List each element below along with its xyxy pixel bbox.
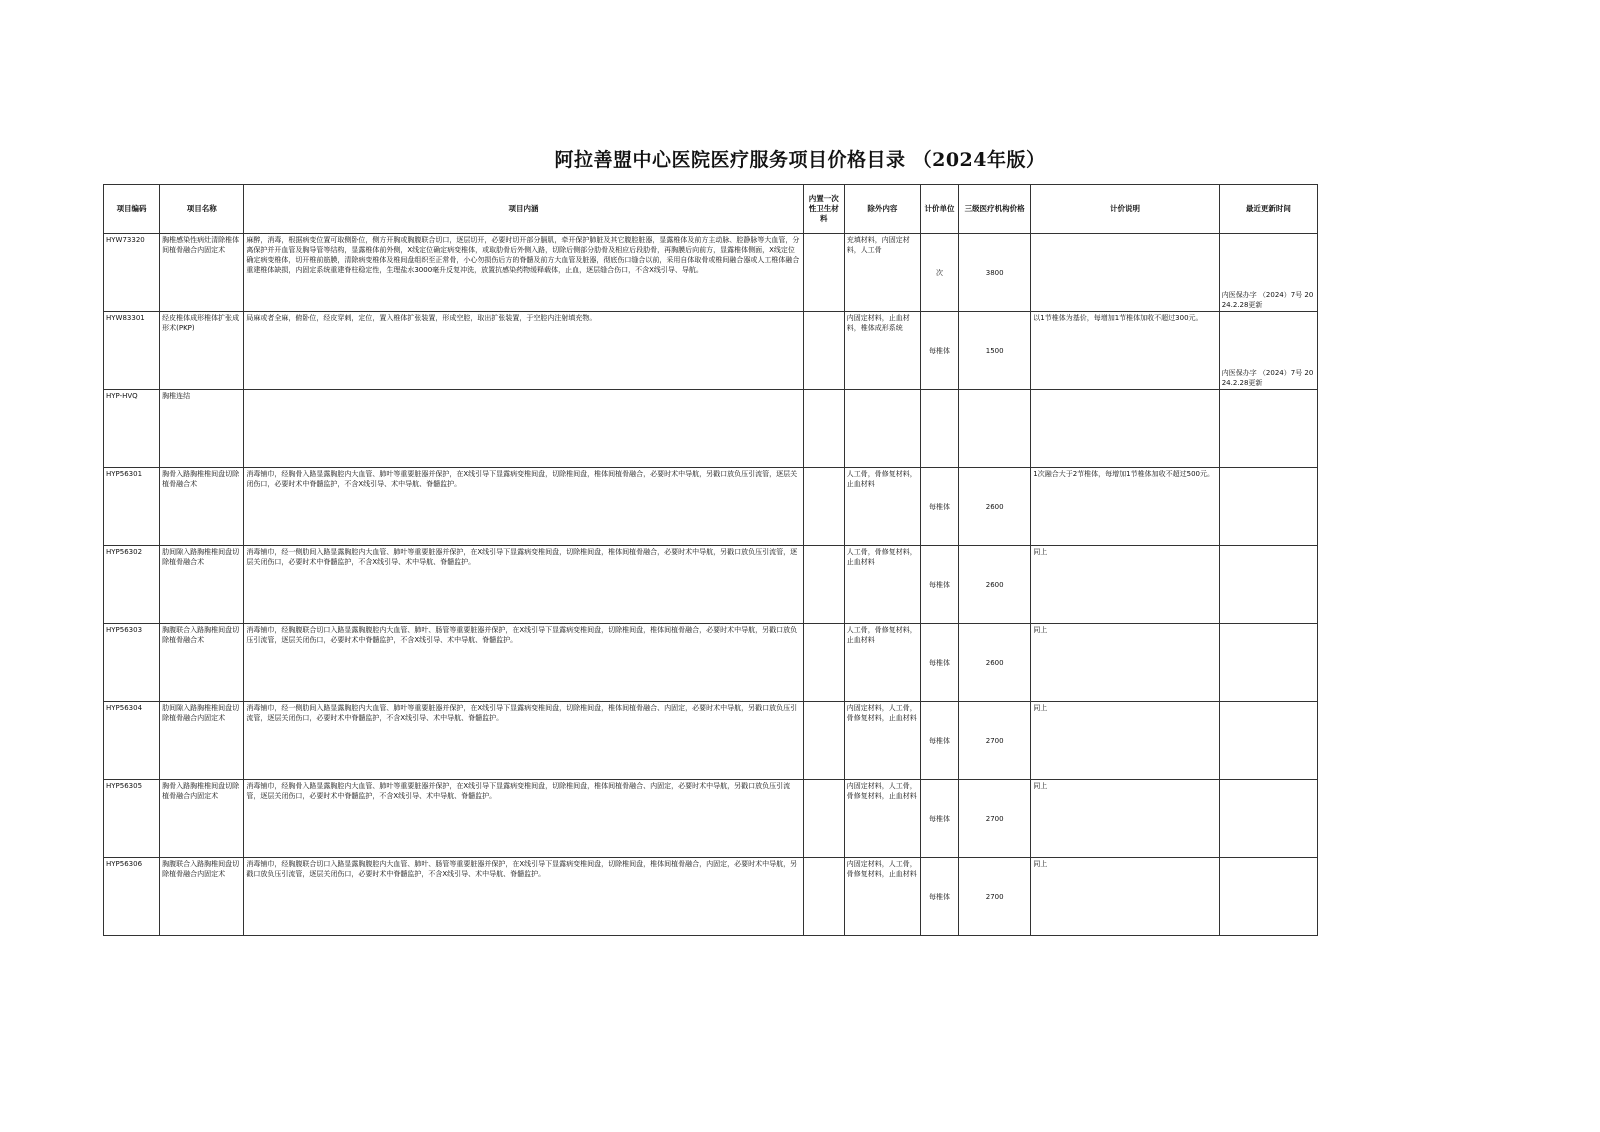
cell-updated — [1219, 546, 1317, 624]
price-catalog-table — [103, 184, 1318, 936]
cell-price: 2600 — [959, 624, 1031, 702]
cell-notes: 同上 — [1031, 780, 1219, 858]
cell-name: 胸腹联合入路胸椎间盘切除植骨融合内固定术 — [160, 858, 244, 936]
table-row — [104, 624, 1318, 702]
cell-name: 肋间隙入路胸椎椎间盘切除植骨融合术 — [160, 546, 244, 624]
header-name: 项目名称 — [160, 185, 244, 234]
cell-unit: 每椎体 — [920, 624, 958, 702]
cell-name: 胸腹联合入路胸椎间盘切除植骨融合术 — [160, 624, 244, 702]
cell-code: HYW83301 — [104, 312, 160, 390]
cell-unit: 次 — [920, 234, 958, 312]
cell-code: HYP56302 — [104, 546, 160, 624]
cell-code: HYW73320 — [104, 234, 160, 312]
cell-code: HYP-HVQ — [104, 390, 160, 468]
cell-notes: 同上 — [1031, 624, 1219, 702]
cell-content: 消毒铺巾，经胸腹联合切口入路显露胸腹腔内大血管、肺叶、肠管等重要脏器并保护，在X线引导下显露病变椎间盘，切除椎间盘，椎体间植骨融合，必要时术中导航，另戳口放负压引流管，逐层关闭伤口，必要时术中脊髓监护，不含X线引导、术中导航、脊髓监护。 — [244, 624, 803, 702]
cell-updated — [1219, 468, 1317, 546]
cell-excluded: 内固定材料，人工骨，骨修复材料，止血材料 — [844, 702, 920, 780]
table-row — [104, 858, 1318, 936]
cell-price: 1500 — [959, 312, 1031, 390]
cell-name: 经皮椎体成形椎体扩张成形术(PKP) — [160, 312, 244, 390]
table-row — [104, 390, 1318, 468]
cell-notes: 同上 — [1031, 546, 1219, 624]
cell-unit — [920, 390, 958, 468]
cell-updated — [1219, 702, 1317, 780]
cell-price: 2600 — [959, 546, 1031, 624]
table-row — [104, 780, 1318, 858]
cell-code: HYP56306 — [104, 858, 160, 936]
cell-material — [803, 858, 844, 936]
cell-unit: 每椎体 — [920, 780, 958, 858]
cell-updated — [1219, 624, 1317, 702]
cell-excluded: 内固定材料，人工骨，骨修复材料，止血材料 — [844, 780, 920, 858]
cell-price: 2700 — [959, 858, 1031, 936]
cell-name: 胸骨入路胸椎椎间盘切除植骨融合内固定术 — [160, 780, 244, 858]
cell-updated: 内医保办字 （2024）7号 2024.2.28更新 — [1219, 234, 1317, 312]
table-row — [104, 312, 1318, 390]
cell-content: 消毒铺巾，经胸骨入路显露胸腔内大血管、肺叶等重要脏器并保护，在X线引导下显露病变椎间盘，切除椎间盘，椎体间植骨融合，必要时术中导航，另戳口放负压引流管，逐层关闭伤口，必要时术中脊髓监护，不含X线引导、术中导航、脊髓监护。 — [244, 468, 803, 546]
cell-unit: 每椎体 — [920, 546, 958, 624]
page-title: 阿拉善盟中心医院医疗服务项目价格目录 （2024年版） — [554, 149, 1046, 171]
cell-code: HYP56303 — [104, 624, 160, 702]
table-row — [104, 234, 1318, 312]
header-notes: 计价说明 — [1031, 185, 1219, 234]
cell-updated — [1219, 780, 1317, 858]
table-row — [104, 702, 1318, 780]
cell-excluded: 人工骨，骨修复材料，止血材料 — [844, 546, 920, 624]
cell-price — [959, 390, 1031, 468]
cell-excluded — [844, 390, 920, 468]
cell-material — [803, 624, 844, 702]
cell-material — [803, 390, 844, 468]
cell-unit: 每椎体 — [920, 858, 958, 936]
table-row — [104, 546, 1318, 624]
cell-notes: 同上 — [1031, 858, 1219, 936]
cell-excluded: 人工骨，骨修复材料，止血材料 — [844, 468, 920, 546]
cell-unit: 每椎体 — [920, 702, 958, 780]
header-row — [104, 185, 1318, 234]
header-updated: 最近更新时间 — [1219, 185, 1317, 234]
cell-updated — [1219, 390, 1317, 468]
cell-content: 消毒铺巾，经胸骨入路显露胸腔内大血管、肺叶等重要脏器并保护，在X线引导下显露病变椎间盘，切除椎间盘，椎体间植骨融合、内固定，必要时术中导航，另戳口放负压引流管，逐层关闭伤口，必要时术中脊髓监护，不含X线引导、术中导航、脊髓监护。 — [244, 780, 803, 858]
cell-price: 3800 — [959, 234, 1031, 312]
cell-name: 肋间隙入路胸椎椎间盘切除植骨融合内固定术 — [160, 702, 244, 780]
cell-name: 胸骨入路胸椎椎间盘切除植骨融合术 — [160, 468, 244, 546]
cell-notes — [1031, 390, 1219, 468]
cell-updated: 内医保办字 （2024）7号 2024.2.28更新 — [1219, 312, 1317, 390]
cell-price: 2700 — [959, 780, 1031, 858]
table-row — [104, 468, 1318, 546]
cell-name: 胸椎感染性病灶清除椎体间植骨融合内固定术 — [160, 234, 244, 312]
cell-material — [803, 546, 844, 624]
cell-unit: 每椎体 — [920, 312, 958, 390]
cell-price: 2700 — [959, 702, 1031, 780]
header-excluded: 除外内容 — [844, 185, 920, 234]
cell-content: 消毒铺巾，经一侧肋间入路显露胸腔内大血管、肺叶等重要脏器并保护，在X线引导下显露病变椎间盘，切除椎间盘，椎体间植骨融合，必要时术中导航，另戳口放负压引流管，逐层关闭伤口，必要时术中脊髓监护，不含X线引导、术中导航、脊髓监护。 — [244, 546, 803, 624]
cell-notes: 1次融合大于2节椎体，每增加1节椎体加收不超过500元。 — [1031, 468, 1219, 546]
cell-notes: 以1节椎体为基价，每增加1节椎体加收不超过300元。 — [1031, 312, 1219, 390]
cell-material — [803, 312, 844, 390]
cell-unit: 每椎体 — [920, 468, 958, 546]
cell-content — [244, 390, 803, 468]
cell-code: HYP56304 — [104, 702, 160, 780]
cell-code: HYP56305 — [104, 780, 160, 858]
cell-material — [803, 702, 844, 780]
cell-content: 消毒铺巾，经一侧肋间入路显露胸腔内大血管、肺叶等重要脏器并保护，在X线引导下显露病变椎间盘，切除椎间盘，椎体间植骨融合、内固定，必要时术中导航，另戳口放负压引流管，逐层关闭伤口，必要时术中脊髓监护，不含X线引导、术中导航、脊髓监护。 — [244, 702, 803, 780]
cell-content: 消毒铺巾，经胸腹联合切口入路显露胸腹腔内大血管、肺叶、肠管等重要脏器并保护，在X线引导下显露病变椎间盘，切除椎间盘，椎体间植骨融合，内固定，必要时术中导航，另戳口放负压引流管，逐层关闭伤口，必要时术中脊髓监护，不含X线引导、术中导航、脊髓监护。 — [244, 858, 803, 936]
header-price: 三级医疗机构价格 — [959, 185, 1031, 234]
cell-excluded: 内固定材料，止血材料，椎体成形系统 — [844, 312, 920, 390]
header-content: 项目内涵 — [244, 185, 803, 234]
cell-material — [803, 780, 844, 858]
cell-notes — [1031, 234, 1219, 312]
cell-material — [803, 234, 844, 312]
cell-name: 胸椎连结 — [160, 390, 244, 468]
header-code: 项目编码 — [104, 185, 160, 234]
cell-excluded: 人工骨，骨修复材料，止血材料 — [844, 624, 920, 702]
cell-notes: 同上 — [1031, 702, 1219, 780]
cell-updated — [1219, 858, 1317, 936]
header-unit: 计价单位 — [920, 185, 958, 234]
cell-material — [803, 468, 844, 546]
cell-content: 局麻或者全麻，俯卧位，经皮穿刺，定位，置入椎体扩张装置，形成空腔，取出扩张装置，于空腔内注射填充物。 — [244, 312, 803, 390]
cell-excluded: 内固定材料，人工骨，骨修复材料，止血材料 — [844, 858, 920, 936]
header-material: 内置一次性卫生材料 — [803, 185, 844, 234]
cell-code: HYP56301 — [104, 468, 160, 546]
cell-content: 麻醉，消毒，根据病变位置可取侧卧位，侧方开胸或胸腹联合切口，逐层切开，必要时切开部分膈肌，牵开保护肺脏及其它腹腔脏器，显露椎体及前方主动脉、腔静脉等大血管，分离保护并开血管及胸导管等结构，显露椎体前外侧，X线定位确定病变椎体，或取肋骨后外侧入路，切除后侧部分肋骨及相应后段肋骨，再胸膜后向前方，显露椎体侧面，X线定位确定病变椎体，切开椎前筋膜，清除病变椎体及椎间盘组织至正常骨，小心勿损伤后方的脊髓及前方大血管及脏器，彻底伤口缝合以前，采用自体取骨或椎间融合器或人工椎体融合重建椎体缺损，内固定系统重建脊柱稳定性，生理盐水3000毫升反复冲洗，放置抗感染药物缓释载体，止血，逐层缝合伤口，不含X线引导、导航。 — [244, 234, 803, 312]
cell-price: 2600 — [959, 468, 1031, 546]
cell-excluded: 充填材料，内固定材料，人工骨 — [844, 234, 920, 312]
